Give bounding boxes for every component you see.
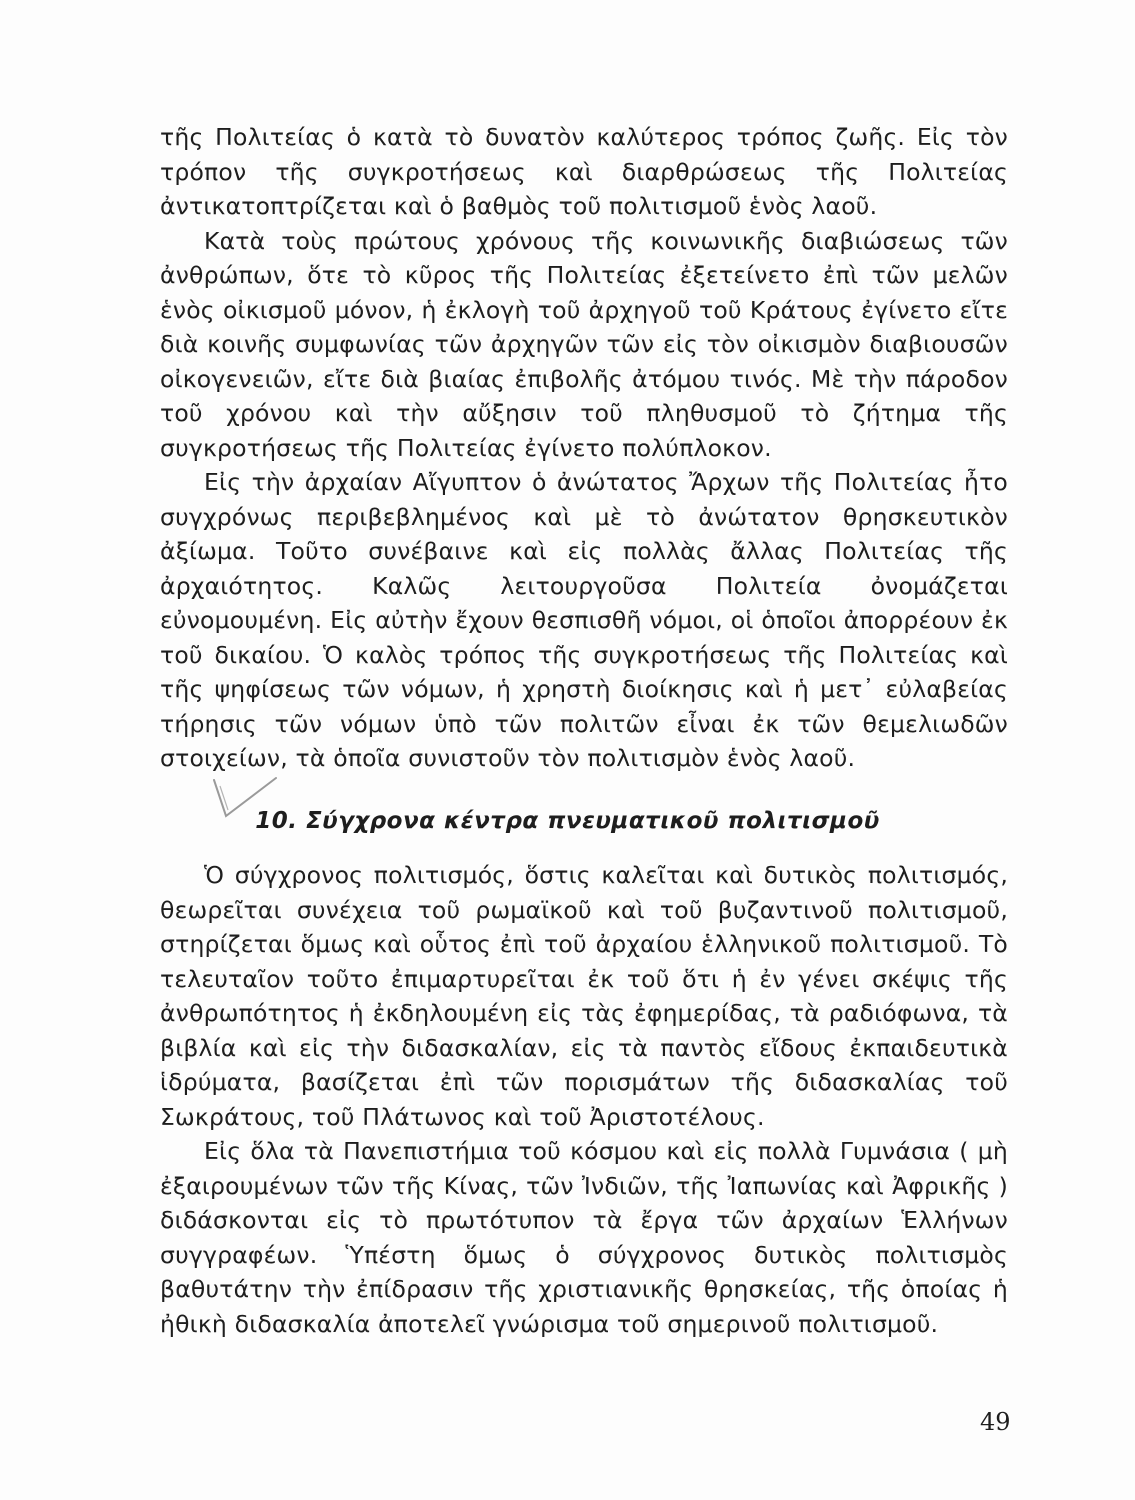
paragraph: Κατὰ τοὺς πρώτους χρόνους τῆς κοινωνικῆς διαβιώσεως τῶν ἀνθρώπων, ὅτε τὸ κῦρος τῆς Πολιτείας ἐξετείνετο ἐπὶ τῶν μελῶν ἑνὸς οἰκισμοῦ μόνον, ἡ ἐκλογὴ τοῦ ἀρχηγοῦ τοῦ Κράτους ἐγίνετο εἴτε διὰ κοινῆς συμφωνίας τῶν ἀρχηγῶν τῶν εἰς τὸν οἰκισμὸν διαβιουσῶν οἰκογενειῶν, εἴτε διὰ βιαίας ἐπιβολῆς ἀτόμου τινός. Μὲ τὴν πάροδον τοῦ χρόνου καὶ τὴν αὔξησιν τοῦ πληθυσμοῦ τὸ ζήτημα τῆς συγκροτήσεως τῆς Πολιτείας ἐγίνετο πολύπλοκον. xyxy=(160,226,1008,462)
body-text-bottom xyxy=(160,858,1008,1341)
section-heading xyxy=(0,808,1135,834)
paragraph: Εἰς τὴν ἀρχαίαν Αἴγυπτον ὁ ἀνώτατος Ἄρχων τῆς Πολιτείας ἦτο συγχρόνως περιβεβλημένος καὶ μὲ τὸ ἀνώτατον θρησκευτικὸν ἀξίωμα. Τοῦτο συνέβαινε καὶ εἰς πολλὰς ἄλλας Πολιτείας τῆς ἀρχαιότητος. Καλῶς λειτουργοῦσα Πολιτεία ὀνομάζεται εὐνομουμένη. Εἰς αὐτὴν ἔχουν θεσπισθῆ νόμοι, οἱ ὁποῖοι ἀπορρέουν ἐκ τοῦ δικαίου. Ὁ καλὸς τρόπος τῆς συγκροτήσεως τῆς Πολιτείας καὶ τῆς ψηφίσεως τῶν νόμων, ἡ χρηστὴ διοίκησις καὶ ἡ μετ᾽ εὐλαβείας τήρησις τῶν νόμων ὑπὸ τῶν πολιτῶν εἶναι ἐκ τῶν θεμελιωδῶν στοιχείων, τὰ ὁποῖα συνιστοῦν τὸν πολιτισμὸν ἑνὸς λαοῦ. xyxy=(160,468,1008,772)
paragraph: τῆς Πολιτείας ὁ κατὰ τὸ δυνατὸν καλύτερος τρόπος ζωῆς. Εἰς τὸν τρόπον τῆς συγκροτήσεως καὶ διαρθρώσεως τῆς Πολιτείας ἀντικατοπτρίζεται καὶ ὁ βαθμὸς τοῦ πολιτισμοῦ ἑνὸς λαοῦ. xyxy=(160,123,1008,220)
section-number: 10. xyxy=(255,808,298,834)
paragraph: Ὁ σύγχρονος πολιτισμός, ὅστις καλεῖται καὶ δυτικὸς πολιτισμός, θεωρεῖται συνέχεια τοῦ ρωμαϊκοῦ καὶ τοῦ βυζαντινοῦ πολιτισμοῦ, στηρίζεται ὅμως καὶ οὗτος ἐπὶ τοῦ ἀρχαίου ἑλληνικοῦ πολιτισμοῦ. Τὸ τελευταῖον τοῦτο ἐπιμαρτυρεῖται ἐκ τοῦ ὅτι ἡ ἐν γένει σκέψις τῆς ἀνθρωπότητος ἡ ἐκδηλουμένη εἰς τὰς ἐφημερίδας, τὰ ραδιόφωνα, τὰ βιβλία καὶ εἰς τὴν διδασκαλίαν, εἰς τὰ παντὸς εἴδους ἐκπαιδευτικὰ ἱδρύματα, βασίζεται ἐπὶ τῶν πορισμάτων τῆς διδασκαλίας τοῦ Σωκράτους, τοῦ Πλάτωνος καὶ τοῦ Ἀριστοτέλους. xyxy=(160,861,1008,1131)
section-title: Σύγχρονα κέντρα πνευματικοῦ πολιτισμοῦ xyxy=(305,808,880,834)
page-number: 49 xyxy=(980,1408,1011,1436)
body-text-top xyxy=(160,120,1008,776)
paragraph: Εἰς ὅλα τὰ Πανεπιστήμια τοῦ κόσμου καὶ εἰς πολλὰ Γυμνάσια ( μὴ ἐξαιρουμένων τῶν τῆς Κίνας, τῶν Ἰνδιῶν, τῆς Ἰαπωνίας καὶ Ἀφρικῆς ) διδάσκονται εἰς τὸ πρωτότυπον τὰ ἔργα τῶν ἀρχαίων Ἑλλήνων συγγραφέων. Ὑπέστη ὅμως ὁ σύγχρονος δυτικὸς πολιτισμὸς βαθυτάτην τὴν ἐπίδρασιν τῆς χριστιανικῆς θρησκείας, τῆς ὁποίας ἡ ἠθικὴ διδασκαλία ἀποτελεῖ γνώρισμα τοῦ σημερινοῦ πολιτισμοῦ. xyxy=(160,1137,1008,1338)
